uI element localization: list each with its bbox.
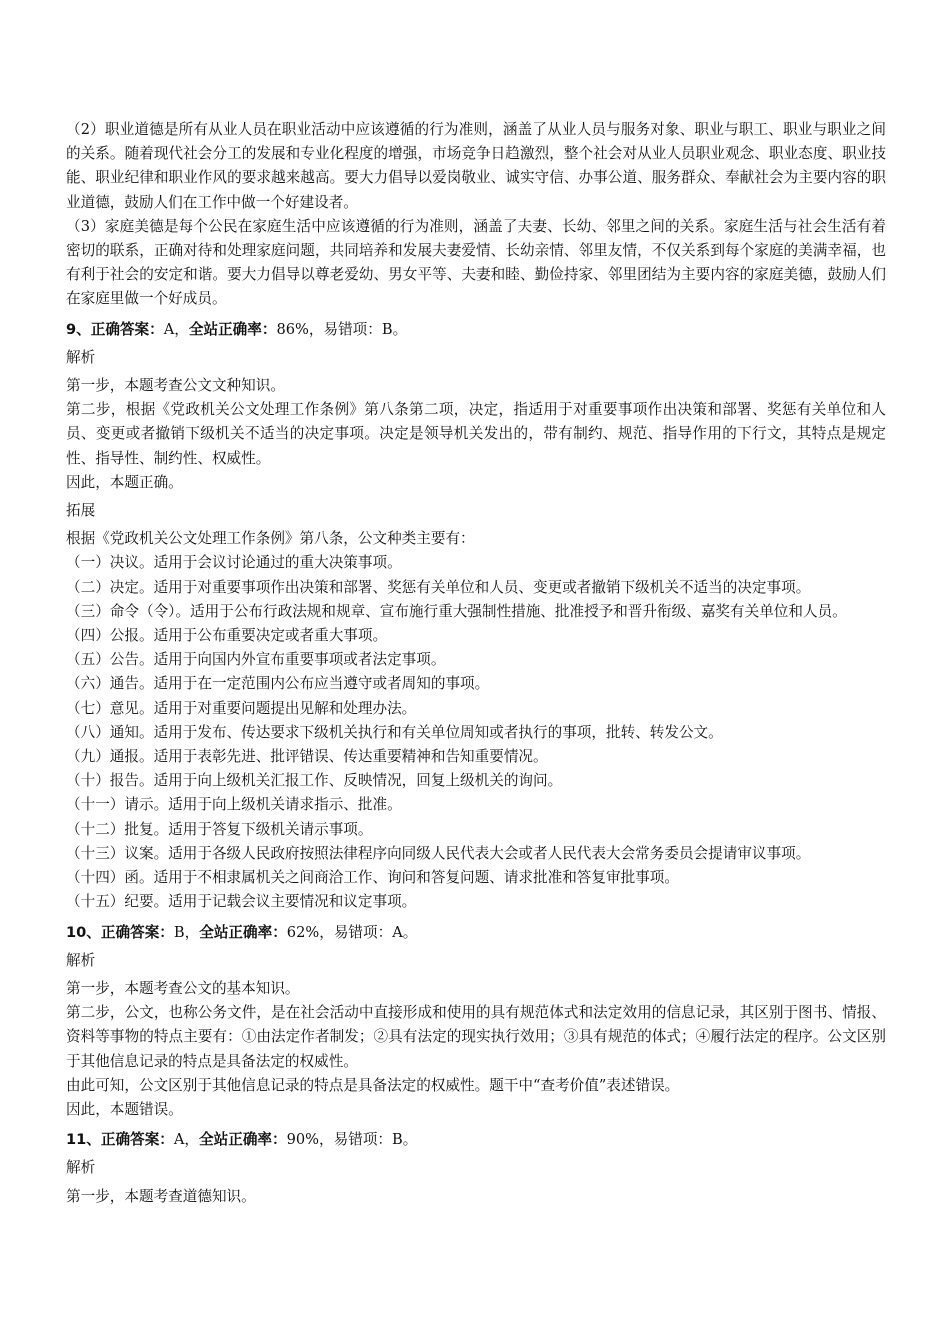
rate-value: 86%，易错项：B。 bbox=[276, 320, 408, 338]
extension-item: （十一）请示。适用于向上级机关请求指示、批准。 bbox=[66, 796, 402, 814]
rate-value: 90%，易错项：B。 bbox=[286, 1131, 418, 1149]
analysis-title: 解析 bbox=[66, 348, 96, 366]
analysis-line: 由此可知，公文区别于其他信息记录的特点是具备法定的权威性。题干中“查考价值”表述错误。 bbox=[66, 1076, 680, 1094]
extension-item: （十）报告。适用于向上级机关汇报工作、反映情况，回复上级机关的询问。 bbox=[66, 772, 563, 790]
analysis-title: 解析 bbox=[66, 951, 96, 969]
rate-label: 全站正确率： bbox=[199, 923, 287, 941]
analysis-title: 解析 bbox=[66, 1159, 96, 1177]
question-9-heading bbox=[66, 318, 886, 342]
answer-value: B， bbox=[173, 923, 200, 941]
answer-value: A， bbox=[163, 320, 189, 338]
extension-item: （十二）批复。适用于答复下级机关请示事项。 bbox=[66, 820, 373, 838]
extension-item: （二）决定。适用于对重要事项作出决策和部署、奖惩有关单位和人员、变更或者撤销下级机关不适当的决定事项。 bbox=[66, 578, 811, 596]
rate-label: 全站正确率： bbox=[199, 1131, 287, 1149]
extension-title: 拓展 bbox=[66, 502, 96, 520]
analysis-line: 因此，本题错误。 bbox=[66, 1100, 183, 1118]
extension-item: （十三）议案。适用于各级人民政府按照法律程序向同级人民代表大会或者人民代表大会常务委员会提请审议事项。 bbox=[66, 844, 811, 862]
extension-item: （六）通告。适用于在一定范围内公布应当遵守或者周知的事项。 bbox=[66, 675, 490, 693]
analysis-line: 第二步，根据《党政机关公文处理工作条例》第八条第二项，决定，指适用于对重要事项作出决策和部署、奖惩有关单位和人员、变更或者撤销下级机关不适当的决定事项。决定是领导机关发出的，带有制约、规范、指导作用的下行文，其特点是规定性、指导性、制约性、权威性。 bbox=[66, 401, 886, 467]
question-number: 11、 bbox=[66, 1131, 101, 1149]
intro-paragraph: （3）家庭美德是每个公民在家庭生活中应该遵循的行为准则，涵盖了夫妻、长幼、邻里之间的关系。家庭生活与社会生活有着密切的联系，正确对待和处理家庭问题，共同培养和发展夫妻爱情、长幼亲情、邻里友情，不仅关系到每个家庭的美满幸福，也有利于社会的安定和谐。要大力倡导以尊老爱幼、男女平等、夫妻和睦、勤俭持家、邻里团结为主要内容的家庭美德，鼓励人们在家庭里做一个好成员。 bbox=[66, 217, 886, 308]
answer-label: 正确答案： bbox=[100, 1131, 174, 1149]
analysis-line: 第一步，本题考查道德知识。 bbox=[66, 1187, 256, 1205]
question-11-heading bbox=[66, 1128, 886, 1152]
answer-value: A， bbox=[173, 1131, 200, 1149]
intro-paragraph: （2）职业道德是所有从业人员在职业活动中应该遵循的行为准则，涵盖了从业人员与服务对象、职业与职工、职业与职业之间的关系。随着现代社会分工的发展和专业化程度的增强，市场竞争日趋激烈，整个社会对从业人员职业观念、职业态度、职业技能、职业纪律和职业作风的要求越来越高。要大力倡导以爱岗敬业、诚实守信、办事公道、服务群众、奉献社会为主要内容的职业道德，鼓励人们在工作中做一个好建设者。 bbox=[66, 121, 886, 211]
extension-item: （九）通报。适用于表彰先进、批评错误、传达重要精神和告知重要情况。 bbox=[66, 748, 548, 766]
extension-item: （一）决议。适用于会议讨论通过的重大决策事项。 bbox=[66, 554, 402, 572]
extension-item: （七）意见。适用于对重要问题提出见解和处理办法。 bbox=[66, 699, 417, 717]
extension-item: （四）公报。适用于公布重要决定或者重大事项。 bbox=[66, 627, 388, 645]
answer-label: 正确答案： bbox=[90, 320, 164, 338]
document-page bbox=[66, 118, 886, 1209]
question-number: 10、 bbox=[66, 923, 101, 941]
analysis-line: 因此，本题正确。 bbox=[66, 473, 183, 491]
analysis-line: 第二步，公文，也称公务文件，是在社会活动中直接形成和使用的具有规范体式和法定效用的信息记录，其区别于图书、情报、资料等事物的特点主要有：①由法定作者制发；②具有法定的现实执行效用；③具有规范的体式；④履行法定的程序。公文区别于其他信息记录的特点是具备法定的权威性。 bbox=[66, 1004, 886, 1070]
analysis-line: 第一步，本题考查公文的基本知识。 bbox=[66, 979, 300, 997]
extension-item: （八）通知。适用于发布、传达要求下级机关执行和有关单位周知或者执行的事项，批转、转发公文。 bbox=[66, 723, 723, 741]
rate-value: 62%，易错项：A。 bbox=[286, 923, 418, 941]
rate-label: 全站正确率： bbox=[188, 320, 277, 338]
extension-item: （五）公告。适用于向国内外宣布重要事项或者法定事项。 bbox=[66, 651, 446, 669]
extension-item: （十四）函。适用于不相隶属机关之间商洽工作、询问和答复问题、请求批准和答复审批事项。 bbox=[66, 869, 679, 887]
extension-item: （三）命令（令）。适用于公布行政法规和规章、宣布施行重大强制性措施、批准授予和晋升衔级、嘉奖有关单位和人员。 bbox=[66, 602, 847, 620]
extension-intro: 根据《党政机关公文处理工作条例》第八条，公文种类主要有： bbox=[66, 530, 475, 548]
analysis-line: 第一步，本题考查公文文种知识。 bbox=[66, 377, 285, 395]
question-number: 9、 bbox=[66, 320, 91, 338]
answer-label: 正确答案： bbox=[100, 923, 174, 941]
extension-item: （十五）纪要。适用于记载会议主要情况和议定事项。 bbox=[66, 893, 417, 911]
question-10-heading bbox=[66, 921, 886, 945]
